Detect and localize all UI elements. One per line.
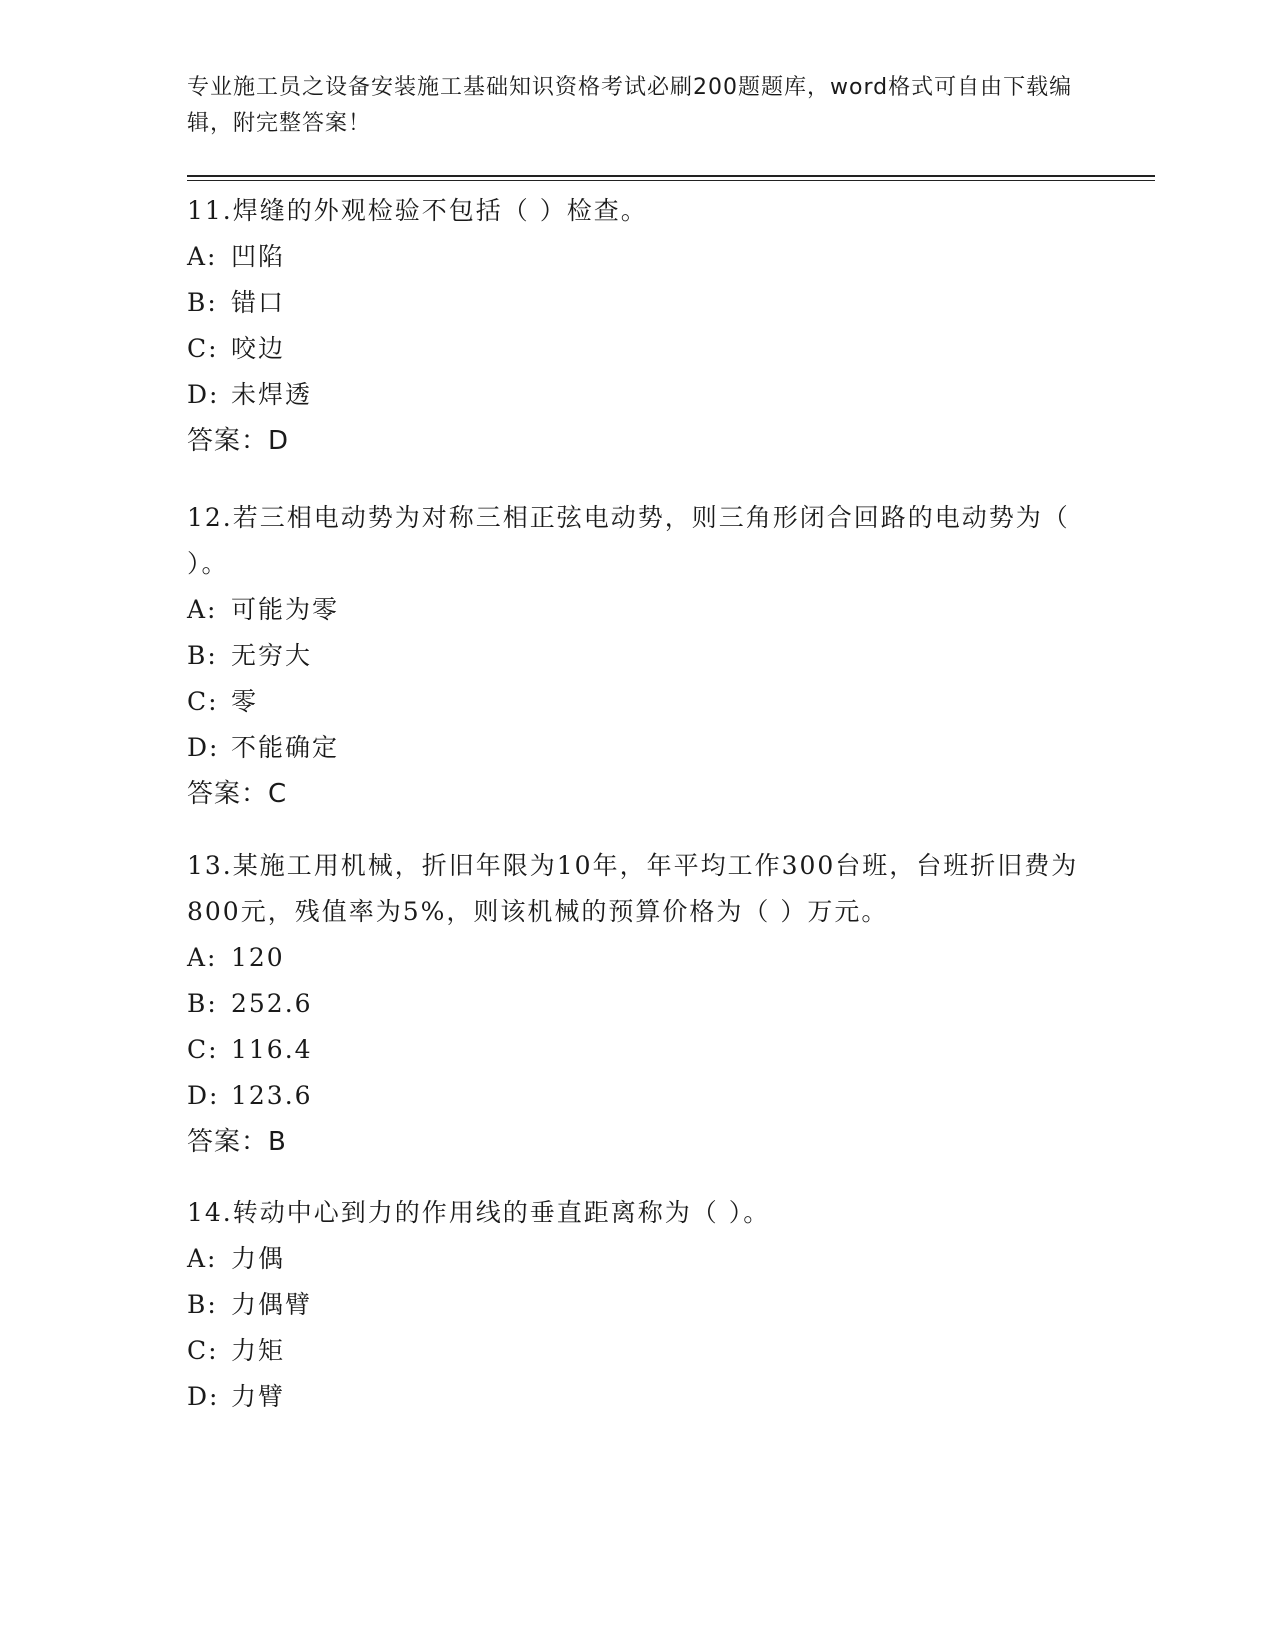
option-c [187, 679, 1087, 725]
option-letter: B: [187, 1290, 218, 1319]
option-text: 120 [231, 943, 285, 972]
option-letter: C: [187, 687, 219, 716]
answer-line: 答案：C [187, 779, 288, 809]
option-letter: A: [187, 242, 218, 271]
question-block [187, 188, 1087, 464]
option-letter: A: [187, 595, 218, 624]
option-text: 错口 [231, 288, 286, 317]
option-letter: C: [187, 334, 219, 363]
option-text: 123.6 [231, 1081, 313, 1110]
option-b [187, 981, 1087, 1027]
option-letter: D: [187, 733, 220, 762]
question-block [187, 495, 1087, 817]
question-stem: 14.转动中心到力的作用线的垂直距离称为（ ）。 [187, 1198, 771, 1227]
option-text: 未焊透 [231, 380, 313, 409]
answer-line: 答案：B [187, 1127, 287, 1157]
answer-line: 答案：D [187, 426, 290, 456]
option-b [187, 633, 1087, 679]
option-text: 无穷大 [231, 641, 313, 670]
option-text: 252.6 [231, 989, 313, 1018]
option-a [187, 935, 1087, 981]
option-b [187, 280, 1087, 326]
question-stem: 12.若三相电动势为对称三相正弦电动势，则三角形闭合回路的电动势为（ ）。 [187, 503, 1070, 578]
option-b [187, 1282, 1087, 1328]
question-stem: 13.某施工用机械，折旧年限为10年，年平均工作300台班，台班折旧费为800元，残值率为5%，则该机械的预算价格为（ ）万元。 [187, 851, 1079, 926]
option-text: 力偶 [231, 1244, 286, 1273]
option-c [187, 1027, 1087, 1073]
option-c [187, 1328, 1087, 1374]
option-letter: D: [187, 1081, 220, 1110]
option-letter: A: [187, 943, 218, 972]
option-a [187, 1236, 1087, 1282]
option-text: 力矩 [231, 1336, 286, 1365]
document-header-title: 专业施工员之设备安装施工基础知识资格考试必刷200题题库，word格式可自由下载编辑，附完整答案！ [187, 75, 1073, 136]
option-text: 可能为零 [231, 595, 340, 624]
option-d [187, 725, 1087, 771]
option-d [187, 1073, 1087, 1119]
option-text: 咬边 [231, 334, 286, 363]
question-stem: 11.焊缝的外观检验不包括（ ）检查。 [187, 196, 648, 225]
header-divider [187, 175, 1155, 181]
option-text: 力偶臂 [231, 1290, 313, 1319]
question-block [187, 1190, 1087, 1420]
option-letter: D: [187, 380, 220, 409]
option-letter: B: [187, 288, 218, 317]
option-letter: C: [187, 1035, 219, 1064]
question-block [187, 843, 1087, 1165]
option-letter: C: [187, 1336, 219, 1365]
option-d [187, 1374, 1087, 1420]
option-text: 116.4 [231, 1035, 313, 1064]
option-d [187, 372, 1087, 418]
option-text: 凹陷 [231, 242, 286, 271]
option-c [187, 326, 1087, 372]
option-letter: B: [187, 989, 218, 1018]
option-letter: B: [187, 641, 218, 670]
option-a [187, 234, 1087, 280]
option-text: 力臂 [231, 1382, 286, 1411]
option-text: 零 [231, 687, 259, 716]
option-text: 不能确定 [231, 733, 340, 762]
option-a [187, 587, 1087, 633]
option-letter: D: [187, 1382, 220, 1411]
option-letter: A: [187, 1244, 218, 1273]
